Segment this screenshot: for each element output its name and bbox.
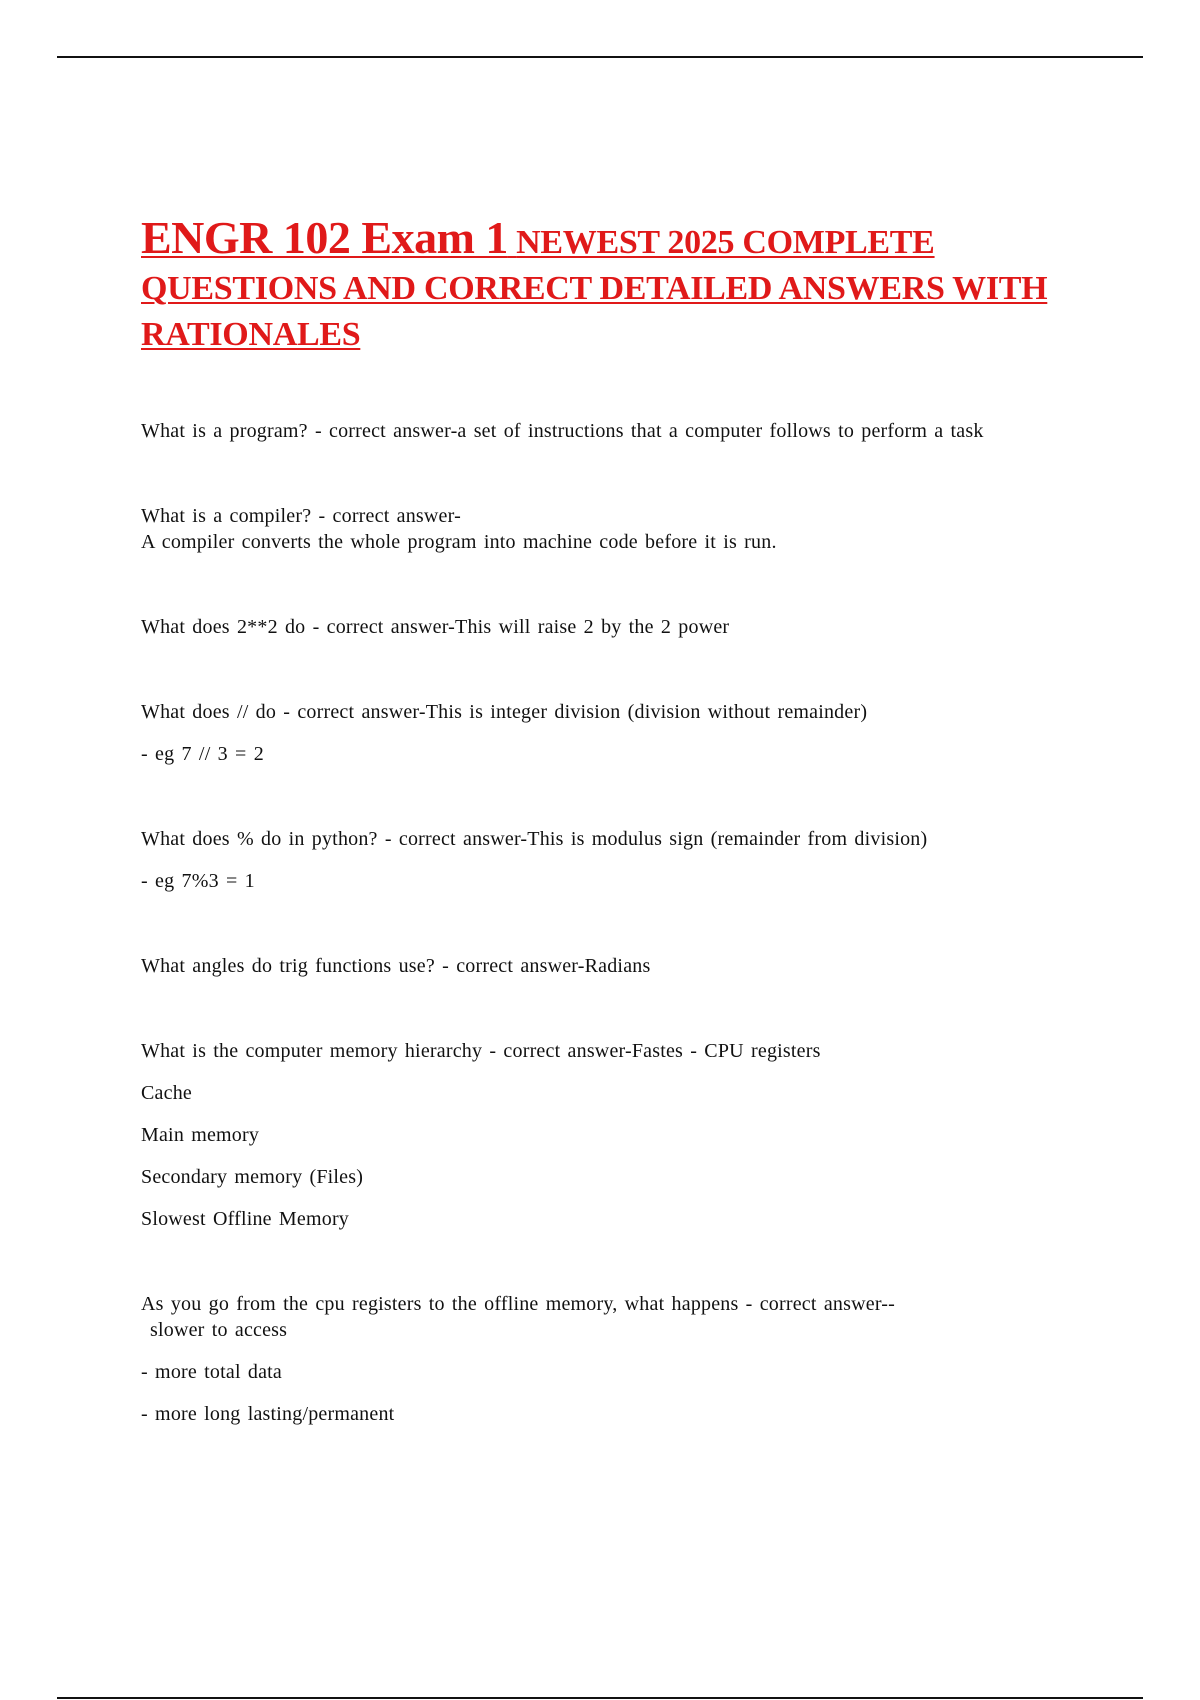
qa-item — [141, 953, 1081, 979]
qa-question-line: What is a compiler? - correct answer- — [141, 505, 461, 527]
qa-list-line: Cache — [141, 1082, 192, 1104]
footer-rule — [57, 1697, 1143, 1699]
document-body — [141, 212, 1081, 1486]
qa-example-line: - eg 7%3 = 1 — [141, 870, 255, 892]
title-course: ENGR 102 Exam 1 — [141, 212, 508, 263]
header-rule — [57, 56, 1143, 58]
qa-answer-line: slower to access — [150, 1319, 288, 1341]
qa-list — [141, 418, 1081, 1427]
qa-answer-line: A compiler converts the whole program into machine code before it is run. — [141, 531, 777, 553]
document-title — [141, 212, 1081, 358]
qa-question-line: What angles do trig functions use? - correct answer-Radians — [141, 955, 651, 977]
qa-list-line: Main memory — [141, 1124, 260, 1146]
qa-question-line: What does // do - correct answer-This is integer division (division without remainder) — [141, 701, 868, 723]
qa-item — [141, 614, 1081, 640]
qa-list-line: Slowest Offline Memory — [141, 1208, 350, 1230]
qa-item — [141, 503, 1081, 555]
qa-item — [141, 826, 1081, 894]
qa-item — [141, 418, 1081, 444]
qa-list-line: - more long lasting/permanent — [141, 1403, 395, 1425]
qa-item — [141, 1038, 1081, 1232]
qa-question-line: What does % do in python? - correct answer-This is modulus sign (remainder from division) — [141, 828, 928, 850]
qa-question-line: What is the computer memory hierarchy - correct answer-Fastes - CPU registers — [141, 1040, 821, 1062]
qa-question-line: What does 2**2 do - correct answer-This will raise 2 by the 2 power — [141, 616, 730, 638]
title-subtitle: NEWEST 2025 COMPLETE QUESTIONS AND CORRECT DETAILED ANSWERS WITH RATIONALES — [141, 224, 1048, 353]
qa-question-line: What is a program? - correct answer-a set of instructions that a computer follows to perform a task — [141, 420, 984, 442]
qa-question-line: As you go from the cpu registers to the offline memory, what happens - correct answer-- — [141, 1293, 896, 1315]
qa-list-line: - more total data — [141, 1361, 283, 1383]
qa-item — [141, 1291, 1081, 1427]
qa-list-line: Secondary memory (Files) — [141, 1166, 364, 1188]
qa-example-line: - eg 7 // 3 = 2 — [141, 743, 264, 765]
qa-item — [141, 699, 1081, 767]
